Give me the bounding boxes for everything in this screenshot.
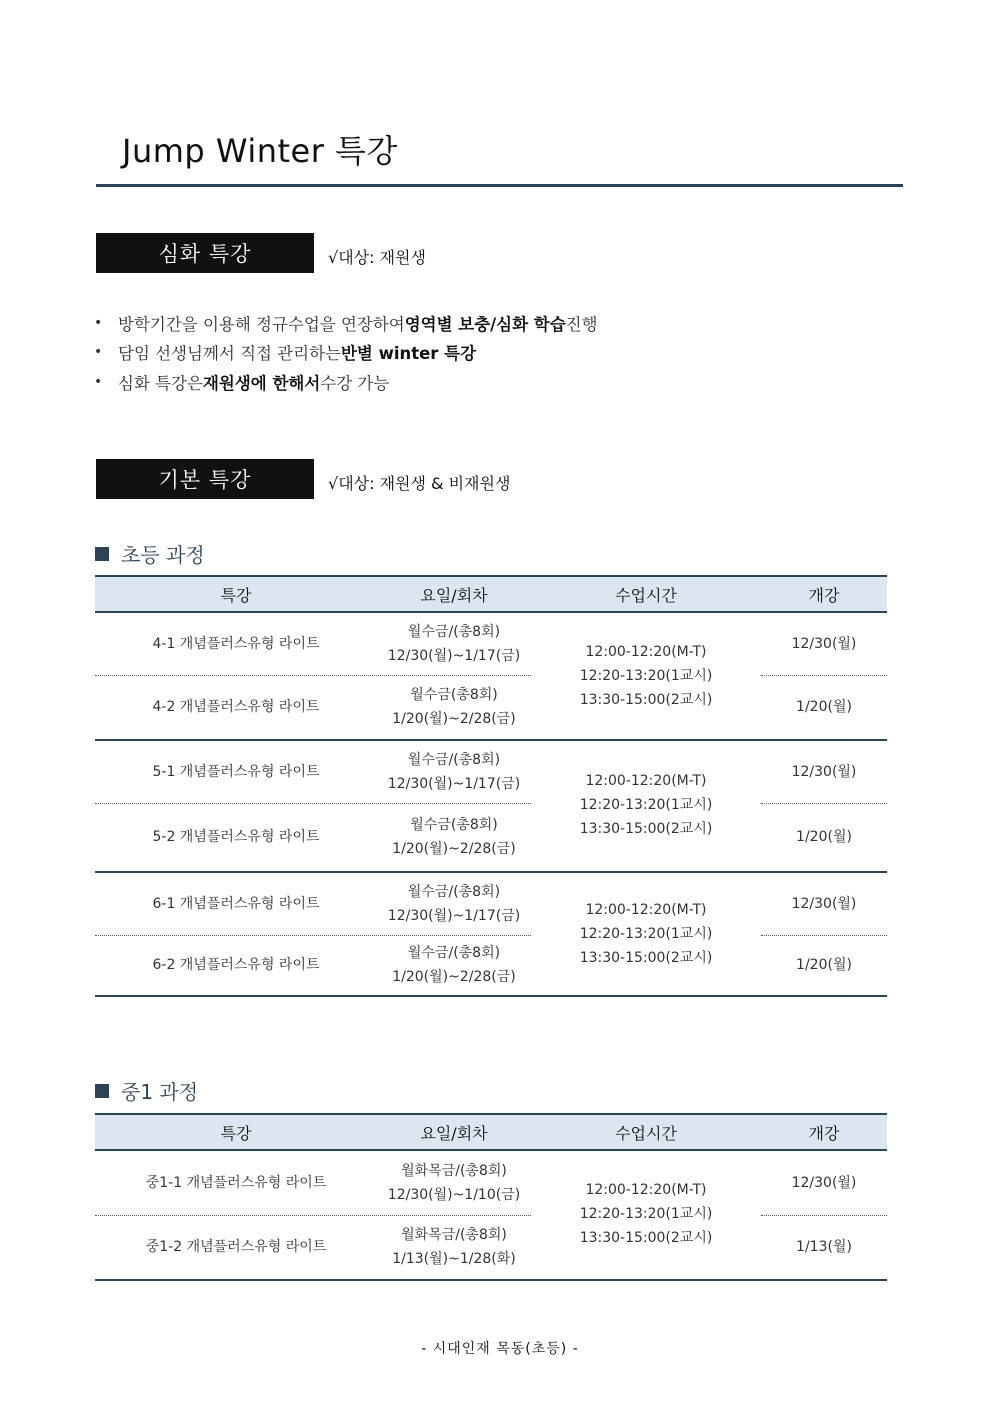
bullet-list: [94, 308, 598, 397]
table-row: 4-1 개념플러스유형 라이트 월수금/(총8회) 12/30(월)~1/17(금) 12/30(월): [152, 624, 857, 664]
row-divider: [95, 935, 531, 936]
table-group: [95, 1151, 887, 1281]
footer-text: - 시대인재 목동(초등) -: [421, 1341, 579, 1357]
row-divider: [761, 803, 887, 804]
bullet-icon: •: [94, 344, 103, 361]
advanced-section-label: 심화 특강: [96, 233, 314, 273]
table-row: 6-1 개념플러스유형 라이트 월수금/(총8회) 12/30(월)~1/17(금) 12/30(월): [152, 884, 857, 924]
table-header: 특강 요일/회차 수업시간 개강: [95, 575, 887, 613]
class-time: 12:00-12:20(M-T) 12:20-13:20(1교시) 13:30-15:00(2교시): [579, 644, 713, 708]
class-time: 12:00-12:20(M-T) 12:20-13:20(1교시) 13:30-15:00(2교시): [579, 773, 713, 837]
bullet-icon: •: [94, 314, 103, 331]
advanced-target: √대상: 재원생: [328, 248, 426, 267]
middle-table: [95, 1113, 887, 1281]
table-row: 중1-1 개념플러스유형 라이트 월화목금/(총8회) 12/30(월)~1/10(금) 12/30(월): [145, 1163, 857, 1203]
row-divider: [761, 1215, 887, 1216]
table-group: [95, 873, 887, 997]
bullet-item: • 방학기간을 이용해 정규수업을 연장하여 영역별 보충/심화 학습 진행: [94, 314, 598, 334]
class-time: 12:00-12:20(M-T) 12:20-13:20(1교시) 13:30-15:00(2교시): [579, 1182, 713, 1246]
basic-target: √대상: 재원생 & 비재원생: [328, 474, 511, 493]
bullet-item: • 심화 특강은 재원생에 한해서 수강 가능: [94, 373, 390, 393]
row-divider: [95, 803, 531, 804]
table-row: 6-2 개념플러스유형 라이트 월수금/(총8회) 1/20(월)~2/28(금) 1/20(월): [152, 945, 852, 985]
bullet-item: • 담임 선생님께서 직접 관리하는 반별 winter 특강: [94, 344, 477, 364]
elementary-table: [95, 575, 887, 997]
table-row: 5-2 개념플러스유형 라이트 월수금(총8회) 1/20(월)~2/28(금) 1/20(월): [152, 817, 852, 857]
class-time: 12:00-12:20(M-T) 12:20-13:20(1교시) 13:30-15:00(2교시): [579, 902, 713, 966]
row-divider: [95, 1215, 531, 1216]
page-title: Jump Winter 특강: [122, 132, 398, 170]
row-divider: [761, 935, 887, 936]
elementary-heading: 초등 과정: [95, 539, 205, 568]
basic-section-label: 기본 특강: [96, 459, 314, 499]
table-header: 특강 요일/회차 수업시간 개강: [95, 1113, 887, 1151]
bullet-icon: •: [94, 373, 103, 390]
row-divider: [95, 675, 531, 676]
square-bullet-icon: [95, 1084, 109, 1098]
title-divider: [96, 184, 903, 187]
row-divider: [761, 675, 887, 676]
square-bullet-icon: [95, 547, 109, 561]
table-row: 5-1 개념플러스유형 라이트 월수금/(총8회) 12/30(월)~1/17(금) 12/30(월): [152, 752, 857, 792]
middle-heading: 중1 과정: [95, 1076, 198, 1105]
table-row: 4-2 개념플러스유형 라이트 월수금(총8회) 1/20(월)~2/28(금) 1/20(월): [152, 687, 852, 727]
table-group: [95, 741, 887, 873]
table-row: 중1-2 개념플러스유형 라이트 월화목금/(총8회) 1/13(월)~1/28(화) 1/13(월): [145, 1227, 852, 1267]
table-group: [95, 613, 887, 741]
